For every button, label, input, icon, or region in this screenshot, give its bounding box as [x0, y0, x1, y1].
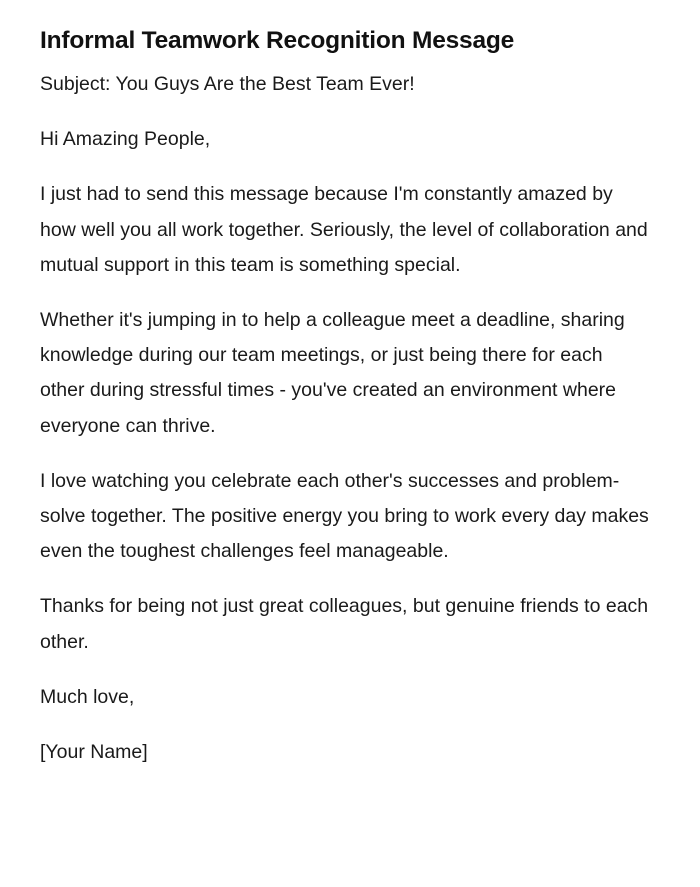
body-paragraph: I love watching you celebrate each other's successes and problem-solve together. The positive energy you bring to work every day makes even the toughest challenges feel manageable.	[40, 469, 649, 563]
greeting: Hi Amazing People,	[40, 128, 211, 151]
body-paragraph: Thanks for being not just great colleagues, but genuine friends to each other.	[40, 595, 649, 653]
signature-placeholder: [Your Name]	[40, 741, 148, 764]
document-title: Informal Teamwork Recognition Message	[40, 27, 515, 54]
closing: Much love,	[40, 685, 135, 708]
subject-line: Subject: You Guys Are the Best Team Ever!	[40, 73, 415, 95]
document-page	[40, 24, 652, 790]
body-paragraph: I just had to send this message because I'm constantly amazed by how well you all work together. Seriously, the level of collaboration and mutual support in this team is something special.	[40, 183, 648, 276]
body-paragraph: Whether it's jumping in to help a colleague meet a deadline, sharing knowledge during our team meetings, or just being there for each other during stressful times - you've created an environment where everyone can thrive.	[40, 309, 625, 437]
